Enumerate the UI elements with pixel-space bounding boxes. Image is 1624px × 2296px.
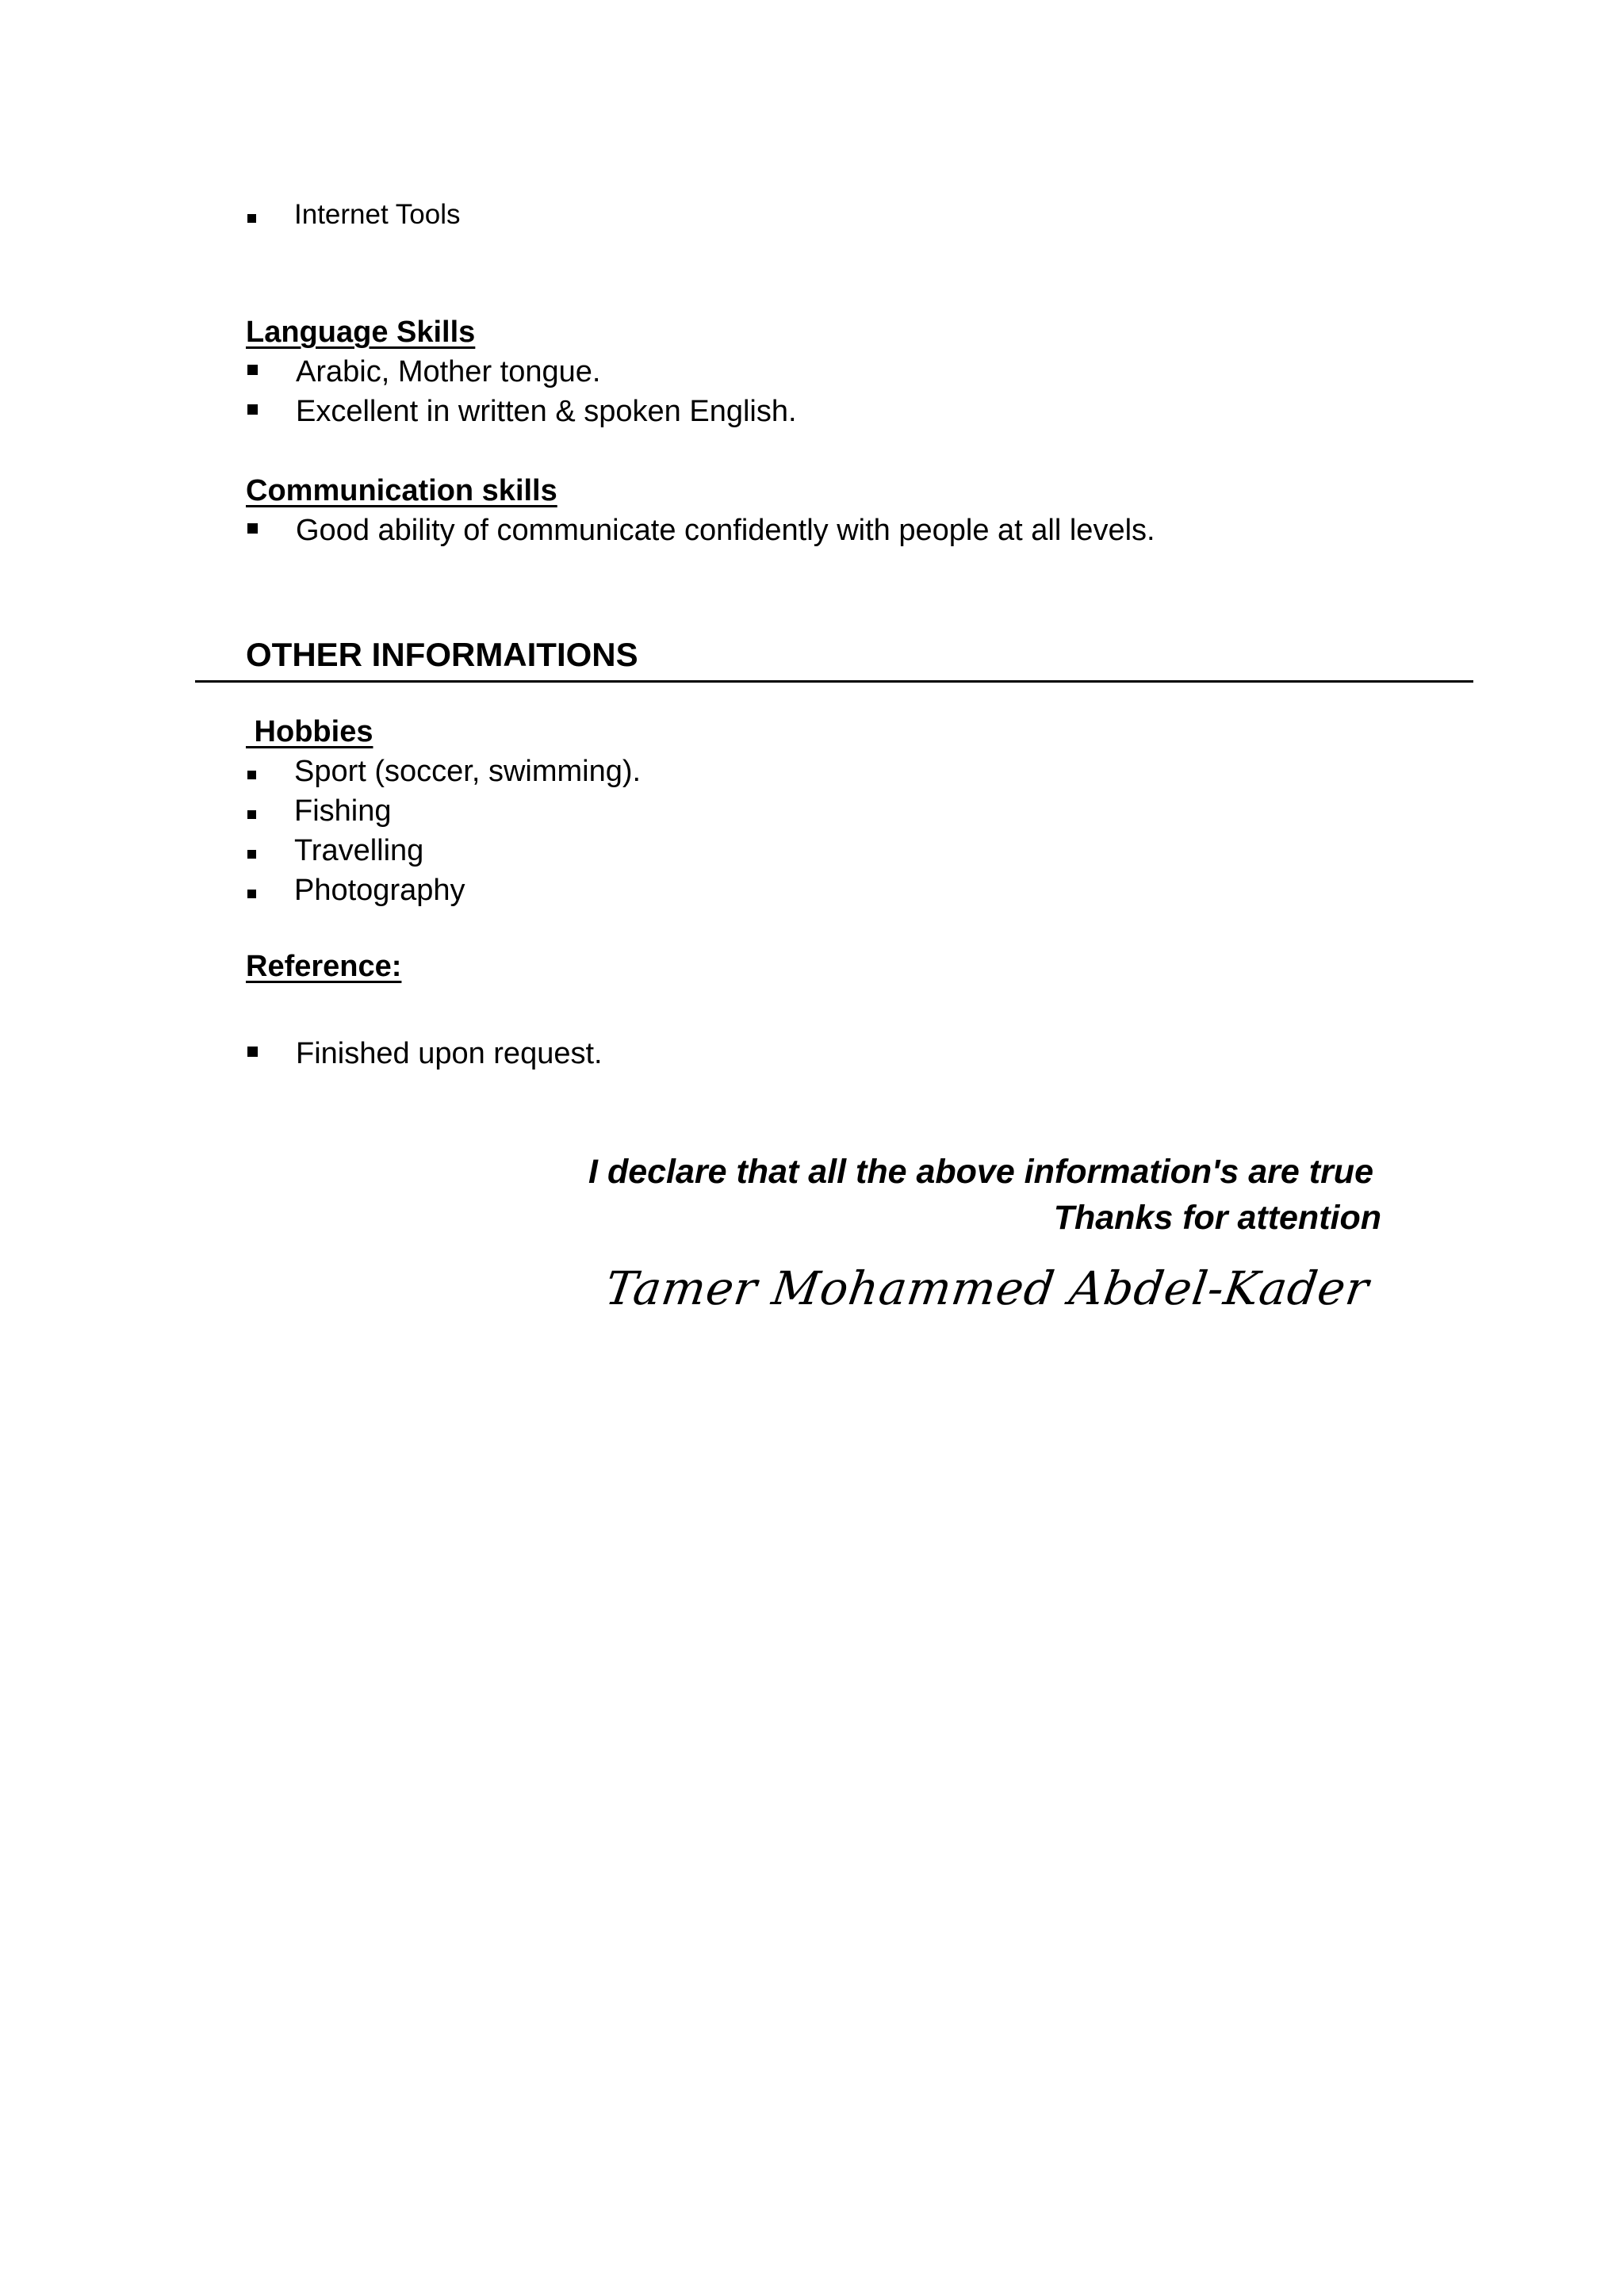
bullet-icon: [247, 365, 258, 375]
other-info-title: OTHER INFORMAITIONS: [246, 636, 638, 673]
bullet-icon: [247, 1047, 258, 1057]
list-item: [246, 511, 1155, 550]
bullet-icon: [247, 890, 256, 898]
bullet-icon: [247, 850, 256, 859]
reference-heading: Reference:: [246, 950, 402, 983]
bullet-icon: [247, 214, 256, 223]
declaration-line: I declare that all the above information's are true: [588, 1153, 1373, 1191]
list-item: [246, 791, 392, 831]
list-item-text: Fishing: [294, 794, 392, 828]
list-item-text: Photography: [294, 874, 465, 907]
list-item: [246, 871, 465, 910]
list-item: [246, 195, 461, 235]
signature: Tamer Mohammed Abdel-Kader: [602, 1261, 1373, 1315]
list-item: [246, 831, 423, 871]
list-item-text: Travelling: [294, 834, 424, 867]
list-item-text: Sport (soccer, swimming).: [294, 755, 642, 788]
list-item-text: Good ability of communicate confidently with people at all levels.: [296, 514, 1155, 547]
list-item: [246, 352, 600, 392]
bullet-icon: [247, 810, 256, 819]
list-item: [246, 1034, 603, 1073]
list-item: [246, 752, 641, 791]
communication-skills-heading: Communication skills: [246, 474, 557, 507]
thanks-line: Thanks for attention: [1053, 1199, 1381, 1237]
list-item-text: Internet Tools: [294, 199, 461, 230]
bullet-icon: [247, 771, 256, 779]
hobbies-heading: Hobbies: [246, 715, 373, 748]
language-skills-heading: Language Skills: [246, 316, 476, 349]
list-item: [246, 392, 797, 431]
section-divider: [195, 680, 1473, 683]
list-item-text: Excellent in written & spoken English.: [296, 395, 797, 428]
bullet-icon: [247, 404, 258, 415]
bullet-icon: [247, 523, 258, 534]
list-item-text: Finished upon request.: [296, 1037, 603, 1070]
list-item-text: Arabic, Mother tongue.: [296, 355, 601, 388]
